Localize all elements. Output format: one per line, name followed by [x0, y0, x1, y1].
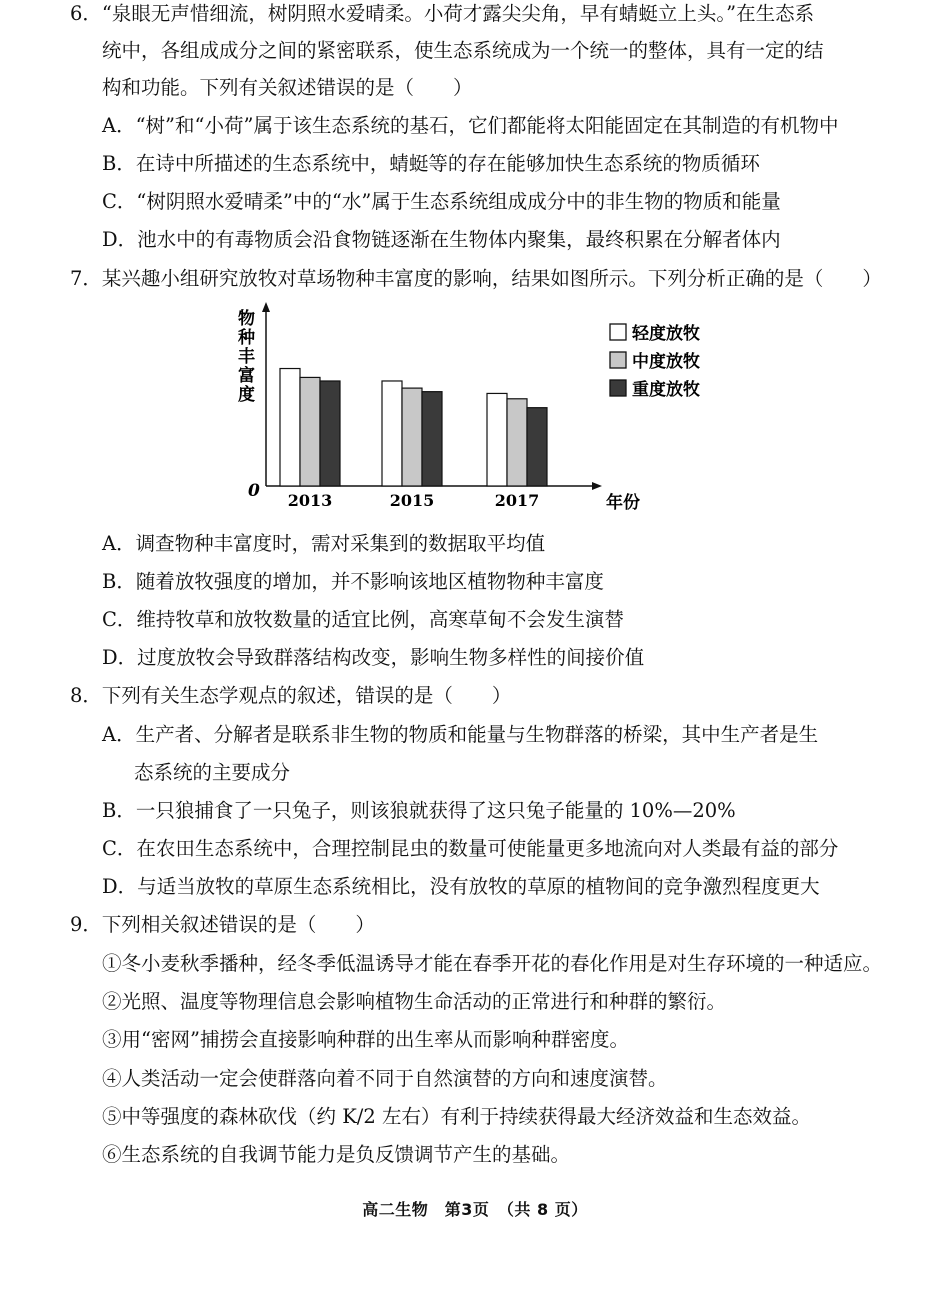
q6-option-b: B．在诗中所描述的生态系统中，蜻蜓等的存在能够加快生态系统的物质循环 [102, 152, 760, 175]
legend-label-中度放牧: 中度放牧 [632, 352, 700, 372]
q7-option-c: C．维持牧草和放牧数量的适宜比例，高寒草甸不会发生演替 [102, 608, 624, 631]
bar-2017-中度放牧 [507, 399, 527, 486]
bar-2017-轻度放牧 [487, 393, 507, 486]
bar-2013-轻度放牧 [280, 369, 300, 486]
page-footer: 高二生物 第3页 （共 8 页） [362, 1200, 588, 1219]
q9-item-2: ②光照、温度等物理信息会影响植物生命活动的正常进行和种群的繁衍。 [102, 990, 727, 1013]
q8-option-c: C．在农田生态系统中，合理控制昆虫的数量可使能量更多地流向对人类最有益的部分 [102, 837, 839, 860]
ylabel-char-3: 丰 [238, 347, 255, 367]
species-richness-chart [228, 300, 728, 520]
bar-2015-重度放牧 [422, 392, 442, 486]
ylabel-char-2: 种 [238, 328, 255, 348]
q6-stem-line-3: 构和功能。下列有关叙述错误的是（ ） [102, 76, 473, 99]
y-axis-arrow-icon [262, 302, 270, 312]
legend [610, 323, 700, 400]
q9-item-4: ④人类活动一定会使群落向着不同于自然演替的方向和速度演替。 [102, 1067, 668, 1090]
q9-item-5: ⑤中等强度的森林砍伐（约 K/2 左右）有利于持续获得最大经济效益和生态效益。 [102, 1105, 811, 1128]
q8-option-b: B．一只狼捕食了一只兔子，则该狼就获得了这只兔子能量的 10%—20% [102, 799, 736, 822]
bar-2015-轻度放牧 [382, 381, 402, 486]
q9-item-3: ③用“密网”捕捞会直接影响种群的出生率从而影响种群密度。 [102, 1028, 629, 1051]
q8-option-a: A．生产者、分解者是联系非生物的物质和能量与生物群落的桥梁，其中生产者是生 [102, 723, 819, 746]
q7-option-d: D．过度放牧会导致群落结构改变，影响生物多样性的间接价值 [102, 646, 645, 669]
bar-group [280, 369, 547, 486]
origin-label: 0 [248, 481, 260, 501]
bar-2015-中度放牧 [402, 388, 422, 486]
x-tick-labels [288, 491, 540, 510]
q9-item-1: ①冬小麦秋季播种，经冬季低温诱导才能在春季开花的春化作用是对生存环境的一种适应。 [102, 952, 883, 975]
q8-stem: 8．下列有关生态学观点的叙述，错误的是（ ） [70, 684, 512, 707]
q7-option-a: A．调查物种丰富度时，需对采集到的数据取平均值 [102, 532, 546, 555]
bar-2013-中度放牧 [300, 377, 320, 486]
xlabel: 年份 [606, 493, 640, 513]
legend-swatch-轻度放牧 [610, 324, 626, 340]
q7-stem: 7．某兴趣小组研究放牧对草场物种丰富度的影响，结果如图所示。下列分析正确的是（ ） [70, 267, 882, 290]
q6-option-d: D．池水中的有毒物质会沿食物链逐渐在生物体内聚集，最终积累在分解者体内 [102, 228, 781, 251]
q6-stem-line-2: 统中，各组成成分之间的紧密联系，使生态系统成为一个统一的整体，具有一定的结 [102, 39, 824, 62]
q6-stem-line-1: 6．“泉眼无声惜细流，树阴照水爱晴柔。小荷才露尖尖角，早有蜻蜓立上头。”在生态系 [70, 2, 815, 25]
bar-2013-重度放牧 [320, 381, 340, 486]
q7-option-b: B．随着放牧强度的增加，并不影响该地区植物物种丰富度 [102, 570, 604, 593]
bar-2017-重度放牧 [527, 408, 547, 486]
q6-option-a: A．“树”和“小荷”属于该生态系统的基石，它们都能将太阳能固定在其制造的有机物中 [102, 114, 839, 137]
ylabel-char-1: 物 [238, 309, 255, 329]
ylabel-char-5: 度 [238, 385, 255, 405]
x-tick-2017: 2017 [494, 491, 540, 510]
q8-option-a-cont: 态系统的主要成分 [134, 761, 291, 784]
q9-item-6: ⑥生态系统的自我调节能力是负反馈调节产生的基础。 [102, 1143, 571, 1166]
legend-swatch-重度放牧 [610, 380, 626, 396]
legend-swatch-中度放牧 [610, 352, 626, 368]
legend-label-重度放牧: 重度放牧 [632, 380, 700, 400]
x-axis-arrow-icon [592, 482, 602, 490]
q6-option-c: C．“树阴照水爱晴柔”中的“水”属于生态系统组成成分中的非生物的物质和能量 [102, 190, 781, 213]
legend-label-轻度放牧: 轻度放牧 [632, 324, 700, 344]
x-tick-2015: 2015 [389, 491, 435, 510]
ylabel-char-4: 富 [238, 366, 255, 386]
q9-stem: 9．下列相关叙述错误的是（ ） [70, 913, 375, 936]
x-tick-2013: 2013 [287, 491, 333, 510]
q8-option-d: D．与适当放牧的草原生态系统相比，没有放牧的草原的植物间的竞争激烈程度更大 [102, 875, 820, 898]
